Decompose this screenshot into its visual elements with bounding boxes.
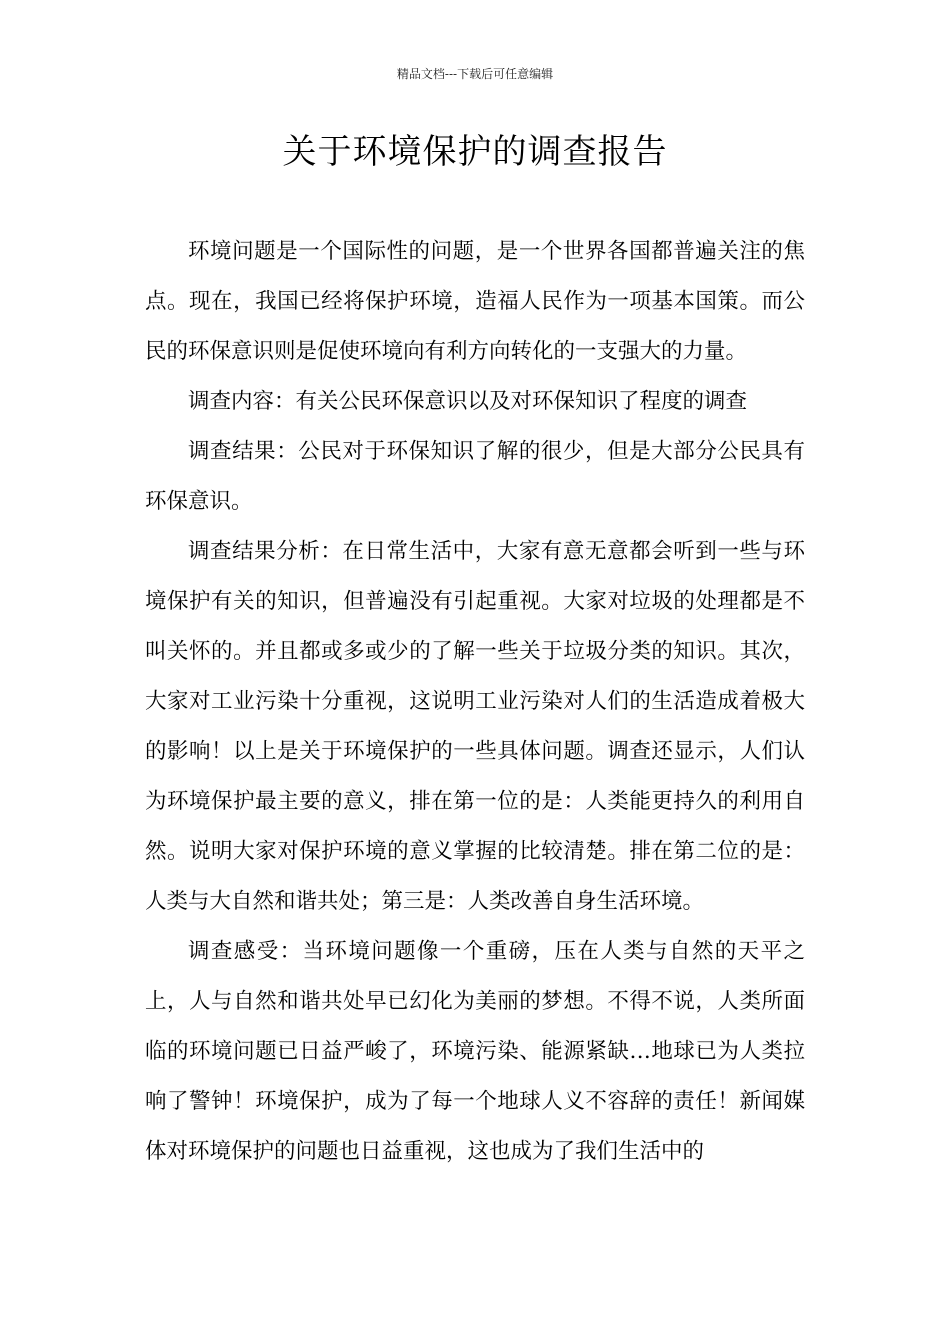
paragraph-result-analysis: 调查结果分析：在日常生活中，大家有意无意都会听到一些与环境保护有关的知识，但普遍没有引起重视。大家对垃圾的处理都是不叫关怀的。并且都或多或少的了解一些关于垃圾分类的知识。其次，大家对工业污染十分重视，这说明工业污染对人们的生活造成着极大的影响！以上是关于环境保护的一些具体问题。调查还显示，人们认为环境保护最主要的意义，排在第一位的是：人类能更持久的利用自然。说明大家对保护环境的意义掌握的比较清楚。排在第二位的是：人类与大自然和谐共处；第三是：人类改善自身生活环境。 xyxy=(145,539,805,914)
paragraph-survey-result: 调查结果：公民对于环保知识了解的很少，但是大部分公民具有环保意识。 xyxy=(145,439,805,514)
paragraph-intro: 环境问题是一个国际性的问题，是一个世界各国都普遍关注的焦点。现在，我国已经将保护环境，造福人民作为一项基本国策。而公民的环保意识则是促使环境向有利方向转化的一支强大的力量。 xyxy=(145,239,805,364)
document-body xyxy=(145,227,805,1177)
paragraph-survey-content: 调查内容：有关公民环保意识以及对环保知识了程度的调查 xyxy=(188,389,748,414)
header-note: 精品文档---下载后可任意编辑 xyxy=(396,67,554,81)
document-title: 关于环境保护的调查报告 xyxy=(282,132,668,172)
paragraph-survey-feeling: 调查感受：当环境问题像一个重磅，压在人类与自然的天平之上，人与自然和谐共处早已幻化为美丽的梦想。不得不说，人类所面临的环境问题已日益严峻了，环境污染、能源紧缺…地球已为人类拉响了警钟！环境保护，成为了每一个地球人义不容辞的责任！新闻媒体对环境保护的问题也日益重视，这也成为了我们生活中的 xyxy=(145,939,805,1164)
